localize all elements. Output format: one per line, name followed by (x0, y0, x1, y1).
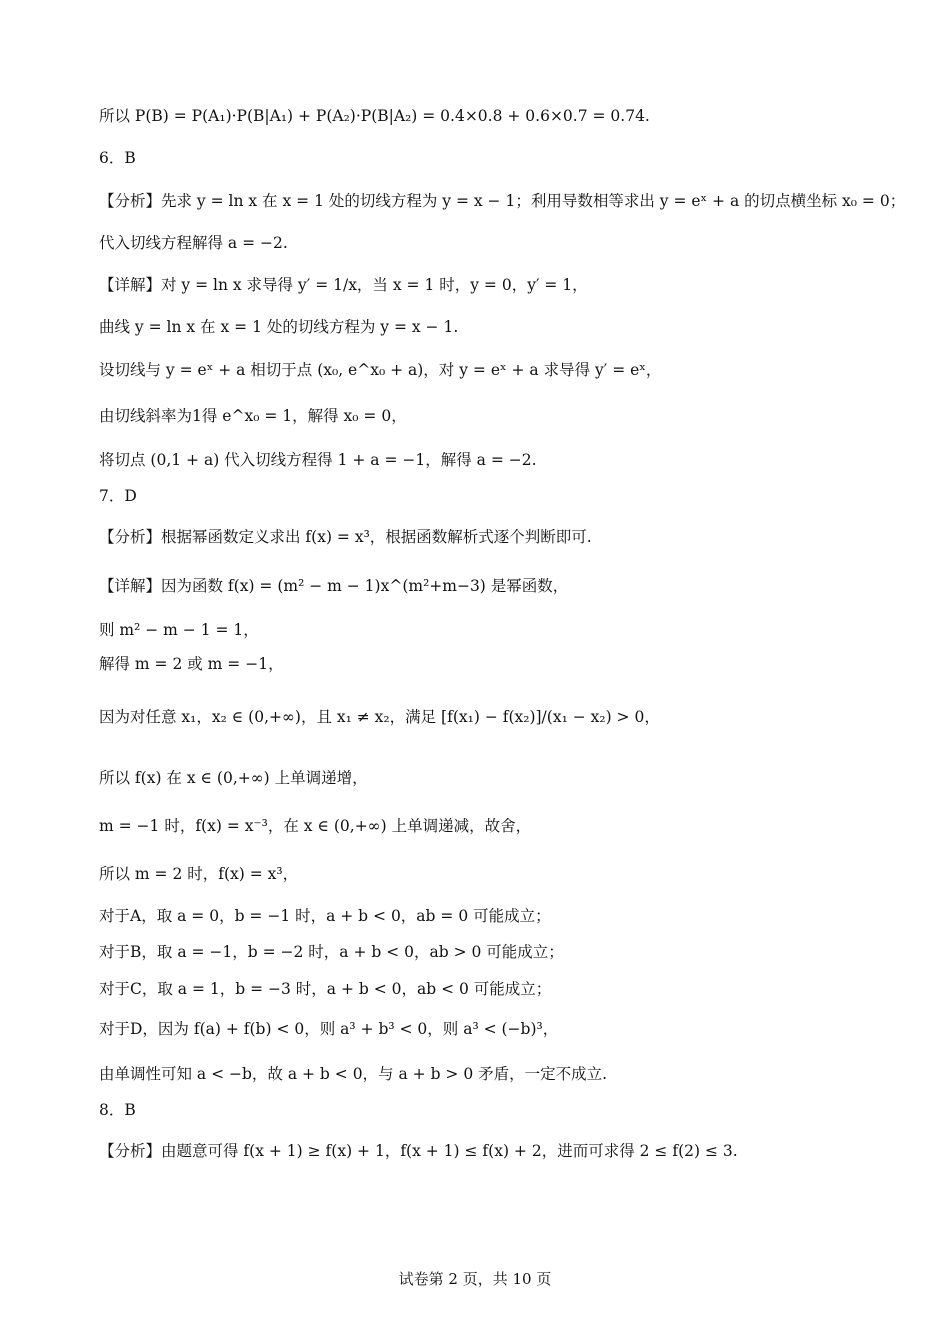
analysis-line: 【分析】先求 y = ln x 在 x = 1 处的切线方程为 y = x − 1；利用导数相等求出 y = eˣ + a 的切点横坐标 x₀ = 0； (99, 192, 906, 210)
text-line: 因为对任意 x₁，x₂ ∈ (0,+∞)，且 x₁ ≠ x₂，满足 [f(x₁) − f(x₂)]/(x₁ − x₂) > 0， (99, 708, 660, 726)
question-number: 8．B (99, 1101, 136, 1119)
text-line: 设切线与 y = eˣ + a 相切于点 (x₀, e^x₀ + a)，对 y = eˣ + a 求导得 y′ = eˣ， (99, 361, 662, 379)
text-line: 对于B，取 a = −1，b = −2 时，a + b < 0，ab > 0 可能成立； (99, 943, 564, 961)
text-line: 曲线 y = ln x 在 x = 1 处的切线方程为 y = x − 1. (99, 318, 459, 336)
analysis-line: 【分析】根据幂函数定义求出 f(x) = x³，根据函数解析式逐个判断即可. (99, 528, 592, 546)
analysis-line: 【分析】由题意可得 f(x + 1) ≥ f(x) + 1，f(x + 1) ≤ f(x) + 2，进而可求得 2 ≤ f(2) ≤ 3. (99, 1142, 738, 1160)
text-line: 代入切线方程解得 a = −2. (99, 234, 288, 252)
detail-line: 【详解】对 y = ln x 求导得 y′ = 1/x，当 x = 1 时，y = 0，y′ = 1， (99, 276, 588, 294)
question-number: 7．D (99, 487, 137, 505)
text-line: 对于D，因为 f(a) + f(b) < 0，则 a³ + b³ < 0，则 a³ < (−b)³， (99, 1020, 559, 1038)
page-footer: 试卷第 2 页，共 10 页 (398, 1270, 552, 1288)
text-line: 由切线斜率为1得 e^x₀ = 1，解得 x₀ = 0， (99, 407, 407, 425)
text-line: 将切点 (0,1 + a) 代入切线方程得 1 + a = −1，解得 a = −2. (99, 451, 537, 469)
text-line: 对于A，取 a = 0，b = −1 时，a + b < 0，ab = 0 可能成立； (99, 907, 551, 925)
text-line: 解得 m = 2 或 m = −1， (99, 655, 284, 673)
question-number: 6．B (99, 149, 136, 167)
text-line: 对于C，取 a = 1，b = −3 时，a + b < 0，ab < 0 可能成立； (99, 980, 552, 998)
text-line: m = −1 时，f(x) = x⁻³，在 x ∈ (0,+∞) 上单调递减，故舍， (99, 817, 532, 835)
text-line: 所以 f(x) 在 x ∈ (0,+∞) 上单调递增， (99, 769, 368, 787)
text-line: 由单调性可知 a < −b，故 a + b < 0，与 a + b > 0 矛盾，一定不成立. (99, 1065, 608, 1083)
text-line: 所以 m = 2 时，f(x) = x³， (99, 865, 299, 883)
detail-line: 【详解】因为函数 f(x) = (m² − m − 1)x^(m²+m−3) 是幂函数， (99, 577, 569, 595)
text-line: 所以 P(B) = P(A₁)·P(B|A₁) + P(A₂)·P(B|A₂) = 0.4×0.8 + 0.6×0.7 = 0.74. (99, 107, 650, 125)
text-line: 则 m² − m − 1 = 1， (99, 621, 259, 639)
